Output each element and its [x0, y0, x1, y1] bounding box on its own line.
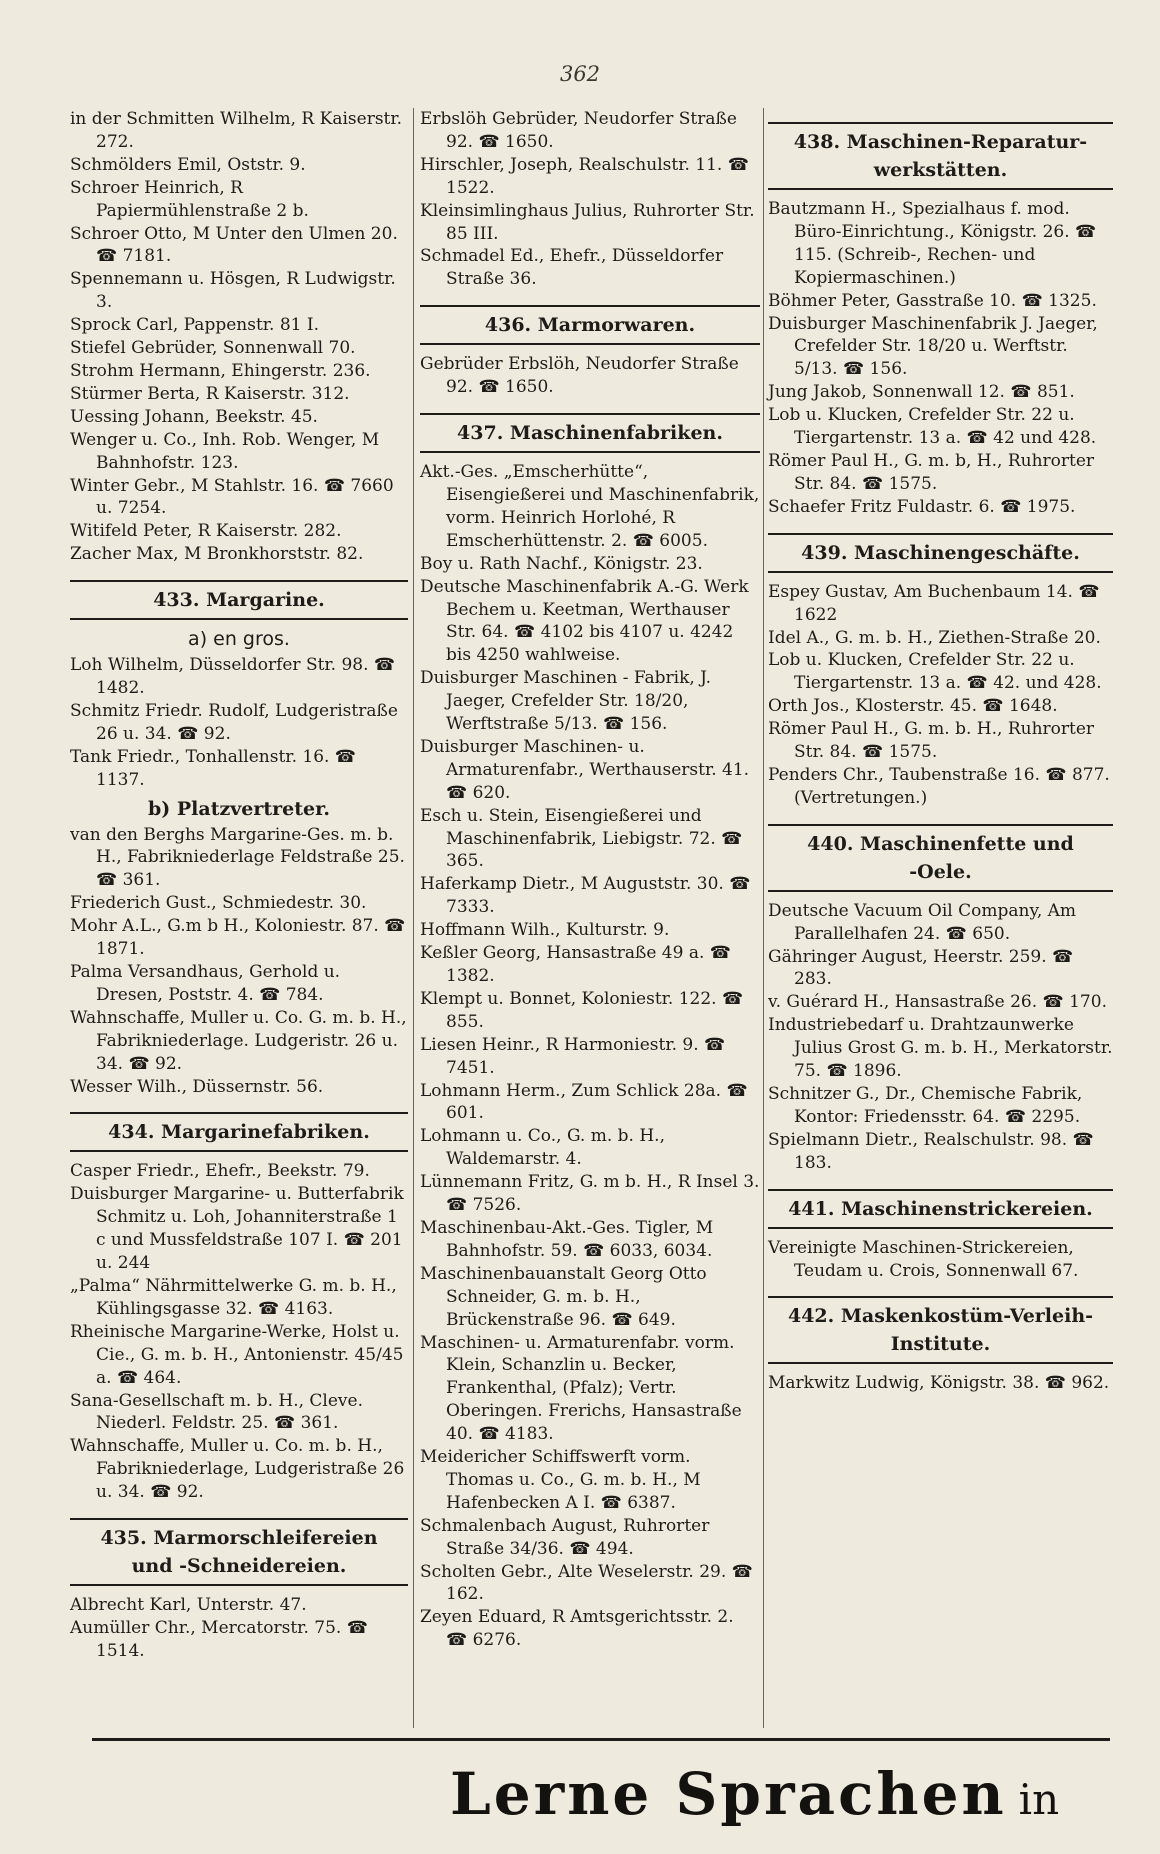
directory-entry: „Palma“ Nährmittelwerke G. m. b. H., Kühlingsgasse 32. ☎ 4163.: [70, 1275, 397, 1319]
column-divider: [763, 108, 764, 1728]
section-rule: [420, 305, 760, 307]
section-heading: [420, 305, 760, 345]
directory-entry: Kleinsimlinghaus Julius, Ruhrorter Str. 85 III.: [420, 200, 755, 244]
section-heading: [70, 580, 408, 620]
section-rule: [768, 1189, 1113, 1191]
column-divider: [413, 108, 414, 1728]
section-heading: [768, 122, 1113, 190]
section-rule: [768, 1362, 1113, 1364]
directory-entry: Liesen Heinr., R Harmoniestr. 9. ☎ 7451.: [420, 1034, 726, 1078]
section-title: 442. Maskenkostüm-Verleih-Institute.: [787, 1305, 1094, 1356]
section-rule: [420, 451, 760, 453]
directory-entry: Lohmann u. Co., G. m. b. H., Waldemarstr. 4.: [420, 1126, 665, 1170]
directory-entry: Jung Jakob, Sonnenwall 12. ☎ 851.: [768, 382, 1075, 403]
directory-entry: Witifeld Peter, R Kaiserstr. 282.: [70, 521, 342, 542]
section-heading: [70, 1112, 408, 1152]
section-rule: [420, 413, 760, 415]
section-rule: [768, 824, 1113, 826]
directory-entry: Tank Friedr., Tonhallenstr. 16. ☎ 1137.: [70, 746, 356, 790]
directory-entry: Idel A., G. m. b. H., Ziethen-Straße 20.: [768, 627, 1101, 648]
directory-entry: Lohmann Herm., Zum Schlick 28a. ☎ 601.: [420, 1080, 748, 1124]
directory-entry: Wahnschaffe, Muller u. Co. m. b. H., Fabrikniederlage, Ludgeristraße 26 u. 34. ☎ 92.: [70, 1436, 405, 1503]
directory-entry: Scholten Gebr., Alte Weselerstr. 29. ☎ 162.: [420, 1561, 753, 1605]
directory-entry: Maschinenbau-Akt.-Ges. Tigler, M Bahnhofstr. 59. ☎ 6033, 6034.: [420, 1217, 714, 1261]
section-rule: [70, 1584, 408, 1586]
directory-entry: Industriebedarf u. Drahtzaunwerke Julius Grost G. m. b. H., Merkatorstr. 75. ☎ 1896.: [768, 1015, 1113, 1082]
directory-entry: Maschinenbauanstalt Georg Otto Schneider, G. m. b. H., Brückenstraße 96. ☎ 649.: [420, 1263, 707, 1330]
section-heading: [768, 533, 1113, 573]
section-heading: [70, 1518, 408, 1586]
directory-entry: Rheinische Margarine-Werke, Holst u. Cie., G. m. b. H., Antonienstr. 45/45 a. ☎ 464.: [70, 1321, 404, 1388]
section-rule: [768, 1296, 1113, 1298]
section-rule: [70, 618, 408, 620]
directory-entry: Duisburger Margarine- u. Butterfabrik Schmitz u. Loh, Johanniterstraße 1 c und Mussfeldstraße 107 I. ☎ 201 u. 244: [70, 1184, 404, 1274]
directory-entry: Winter Gebr., M Stahlstr. 16. ☎ 7660 u. 7254.: [70, 475, 394, 519]
directory-entry: Schmölders Emil, Oststr. 9.: [70, 154, 306, 175]
directory-entry: Friederich Gust., Schmiedestr. 30.: [70, 893, 367, 914]
section-rule: [70, 580, 408, 582]
page-number: 362: [559, 62, 601, 86]
bottom-rule: [92, 1738, 1110, 1741]
section-heading: [768, 1189, 1113, 1229]
directory-entry: Wesser Wilh., Düssernstr. 56.: [70, 1076, 324, 1097]
directory-entry: Lob u. Klucken, Crefelder Str. 22 u. Tiergartenstr. 13 a. ☎ 42. und 428.: [768, 650, 1102, 694]
section-title: 435. Marmorschleifereien und -Schneidereien.: [100, 1527, 378, 1578]
directory-entry: Deutsche Vacuum Oil Company, Am Parallelhafen 24. ☎ 650.: [768, 900, 1077, 944]
directory-entry: Meidericher Schiffswerft vorm. Thomas u. Co., G. m. b. H., M Hafenbecken A I. ☎ 6387.: [420, 1447, 701, 1513]
directory-entry: Schnitzer G., Dr., Chemische Fabrik, Kontor: Friedensstr. 64. ☎ 2295.: [768, 1084, 1083, 1127]
directory-entry: Lünnemann Fritz, G. m b. H., R Insel 3. ☎ 7526.: [420, 1172, 760, 1216]
section-title: 434. Margarinefabriken.: [108, 1121, 370, 1144]
section-rule: [768, 1227, 1113, 1229]
directory-entry: Gebrüder Erbslöh, Neudorfer Straße 92. ☎ 1650.: [420, 354, 739, 398]
directory-entry: Vereinigte Maschinen-Strickereien, Teudam u. Crois, Sonnenwall 67.: [768, 1237, 1079, 1281]
column-2: [420, 108, 760, 1652]
directory-entry: Stiefel Gebrüder, Sonnenwall 70.: [70, 338, 356, 359]
directory-entry: Hirschler, Joseph, Realschulstr. 11. ☎ 1522.: [420, 154, 749, 198]
column-3: [768, 108, 1113, 1395]
section-rule: [70, 1112, 408, 1114]
directory-entry: Boy u. Rath Nachf., Königstr. 23.: [420, 553, 703, 574]
subsection-heading: b) Platzvertreter.: [147, 797, 331, 820]
directory-entry: Schaefer Fritz Fuldastr. 6. ☎ 1975.: [768, 496, 1076, 517]
directory-entry: Lob u. Klucken, Crefelder Str. 22 u. Tiergartenstr. 13 a. ☎ 42 und 428.: [768, 405, 1097, 449]
directory-entry: Wenger u. Co., Inh. Rob. Wenger, M Bahnhofstr. 123.: [70, 429, 380, 473]
subsection-heading: a) en gros.: [188, 628, 290, 651]
section-rule: [768, 571, 1113, 573]
directory-entry: Duisburger Maschinen - Fabrik, J. Jaeger, Crefelder Str. 18/20, Werftstraße 5/13. ☎ 156.: [420, 668, 712, 735]
section-heading: [768, 1296, 1113, 1364]
section-title: 433. Margarine.: [153, 589, 325, 612]
directory-entry: Schmadel Ed., Ehefr., Düsseldorfer Straße 36.: [420, 246, 724, 290]
advertisement-suffix: in: [1018, 1775, 1060, 1824]
directory-entry: Bautzmann H., Spezialhaus f. mod. Büro-Einrichtung., Königstr. 26. ☎ 115. (Schreib-, Rechen- und Kopiermaschinen.): [768, 199, 1097, 288]
directory-entry: Böhmer Peter, Gasstraße 10. ☎ 1325.: [768, 290, 1097, 311]
directory-entry: Zeyen Eduard, R Amtsgerichtsstr. 2. ☎ 6276.: [420, 1607, 734, 1651]
directory-entry: Schroer Otto, M Unter den Ulmen 20. ☎ 7181.: [70, 223, 398, 267]
directory-entry: in der Schmitten Wilhelm, R Kaiserstr. 272.: [70, 109, 403, 152]
advertisement-text: Lerne Sprachen: [450, 1760, 1007, 1828]
directory-entry: Wahnschaffe, Muller u. Co. G. m. b. H., Fabrikniederlage. Ludgeristr. 26 u. 34. ☎ 92.: [70, 1007, 407, 1074]
section-rule: [70, 1150, 408, 1152]
directory-entry: Schmalenbach August, Ruhrorter Straße 34/36. ☎ 494.: [420, 1515, 710, 1559]
directory-entry: Schroer Heinrich, R Papiermühlenstraße 2 b.: [70, 177, 309, 221]
directory-entry: van den Berghs Margarine-Ges. m. b. H., Fabrikniederlage Feldstraße 25. ☎ 361.: [70, 824, 405, 891]
directory-entry: Stürmer Berta, R Kaiserstr. 312.: [70, 383, 350, 404]
directory-entry: Loh Wilhelm, Düsseldorfer Str. 98. ☎ 1482.: [70, 655, 396, 699]
section-rule: [768, 188, 1113, 190]
section-rule: [70, 1518, 408, 1520]
directory-entry: Aumüller Chr., Mercatorstr. 75. ☎ 1514.: [70, 1617, 368, 1661]
directory-entry: Haferkamp Dietr., M Auguststr. 30. ☎ 7333.: [420, 874, 751, 918]
directory-entry: Casper Friedr., Ehefr., Beekstr. 79.: [70, 1161, 370, 1182]
directory-entry: Mohr A.L., G.m b H., Koloniestr. 87. ☎ 1871.: [70, 916, 406, 960]
directory-entry: Römer Paul H., G. m. b. H., Ruhrorter Str. 84. ☎ 1575.: [768, 719, 1095, 763]
directory-entry: Schmitz Friedr. Rudolf, Ludgeristraße 26 u. 34. ☎ 92.: [70, 700, 398, 744]
directory-entry: Deutsche Maschinenfabrik A.-G. Werk Bechem u. Keetman, Werthauser Str. 64. ☎ 4102 bis 4107 u. 4242 bis 4250 wahlweise.: [420, 576, 749, 666]
directory-entry: Markwitz Ludwig, Königstr. 38. ☎ 962.: [768, 1373, 1110, 1394]
directory-entry: Klempt u. Bonnet, Koloniestr. 122. ☎ 855.: [420, 988, 744, 1032]
section-heading: [768, 824, 1113, 892]
directory-entry: Akt.-Ges. „Emscherhütte“, Eisengießerei und Maschinenfabrik, vorm. Heinrich Horlohé, R Emscherhüttenstr. 2. ☎ 6005.: [420, 462, 760, 551]
directory-entry: Uessing Johann, Beekstr. 45.: [70, 406, 318, 427]
directory-entry: Duisburger Maschinen- u. Armaturenfabr., Werthauserstr. 41. ☎ 620.: [420, 736, 750, 803]
section-rule: [768, 890, 1113, 892]
directory-entry: v. Guérard H., Hansastraße 26. ☎ 170.: [768, 992, 1107, 1013]
section-title: 438. Maschinen-Reparatur- werkstätten.: [793, 131, 1088, 181]
directory-entry: Palma Versandhaus, Gerhold u. Dresen, Poststr. 4. ☎ 784.: [70, 962, 341, 1005]
directory-entry: Orth Jos., Klosterstr. 45. ☎ 1648.: [768, 696, 1058, 717]
section-rule: [768, 533, 1113, 535]
directory-entry: Römer Paul H., G. m. b, H., Ruhrorter Str. 84. ☎ 1575.: [768, 450, 1095, 494]
directory-entry: Strohm Hermann, Ehingerstr. 236.: [70, 360, 371, 381]
advertisement: [450, 1760, 1110, 1828]
directory-entry: Maschinen- u. Armaturenfabr. vorm. Klein, Schanzlin u. Becker, Frankenthal, (Pfalz); Vertr. Oberingen. Frerichs, Hansastraße 40. ☎ 4183.: [420, 1332, 742, 1445]
directory-entry: Duisburger Maschinenfabrik J. Jaeger, Crefelder Str. 18/20 u. Werftstr. 5/13. ☎ 156.: [768, 313, 1098, 380]
section-rule: [768, 122, 1113, 124]
directory-entry: Esch u. Stein, Eisengießerei und Maschinenfabrik, Liebigstr. 72. ☎ 365.: [420, 805, 743, 872]
directory-entry: Erbslöh Gebrüder, Neudorfer Straße 92. ☎ 1650.: [420, 109, 737, 152]
directory-entry: Albrecht Karl, Unterstr. 47.: [70, 1595, 307, 1616]
section-title: 437. Maschinenfabriken.: [457, 422, 723, 445]
directory-entry: Keßler Georg, Hansastraße 49 a. ☎ 1382.: [420, 943, 731, 986]
section-heading: [420, 413, 760, 453]
directory-entry: Sprock Carl, Pappenstr. 81 I.: [70, 315, 319, 336]
directory-entry: Hoffmann Wilh., Kulturstr. 9.: [420, 920, 670, 941]
directory-entry: Gähringer August, Heerstr. 259. ☎ 283.: [768, 946, 1074, 990]
directory-entry: Zacher Max, M Bronkhorststr. 82.: [70, 544, 364, 565]
column-1: [70, 108, 408, 1663]
directory-entry: Spielmann Dietr., Realschulstr. 98. ☎ 183.: [768, 1129, 1094, 1173]
directory-entry: Sana-Gesellschaft m. b. H., Cleve. Niederl. Feldstr. 25. ☎ 361.: [70, 1390, 363, 1434]
directory-entry: Spennemann u. Hösgen, R Ludwigstr. 3.: [70, 269, 396, 313]
section-title: 440. Maschinenfette und -Oele.: [807, 832, 1074, 883]
section-title: 436. Marmorwaren.: [484, 314, 696, 337]
section-title: 439. Maschinengeschäfte.: [801, 541, 1080, 564]
section-title: 441. Maschinenstrickereien.: [788, 1197, 1093, 1220]
directory-entry: Espey Gustav, Am Buchenbaum 14. ☎ 1622: [768, 581, 1100, 625]
directory-entry: Penders Chr., Taubenstraße 16. ☎ 877. (Vertretungen.): [768, 764, 1110, 808]
section-rule: [420, 343, 760, 345]
